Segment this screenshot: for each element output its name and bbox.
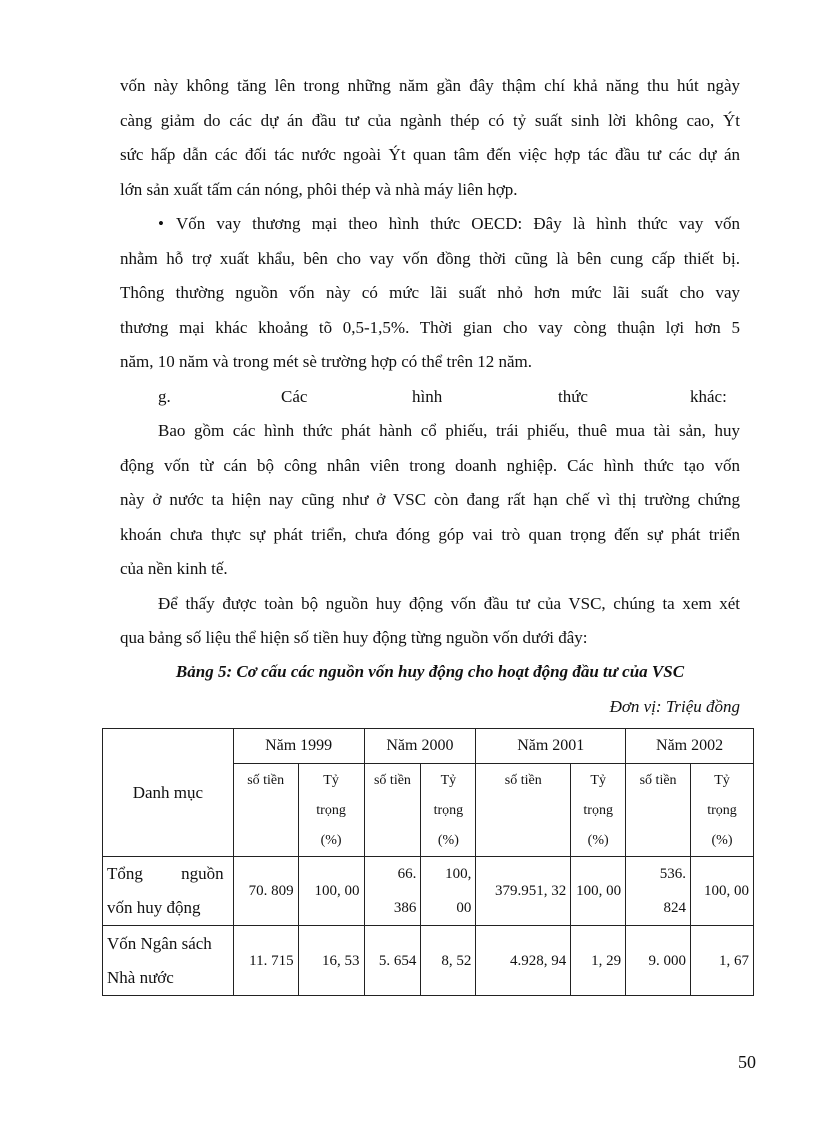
percent-subheader [691,764,754,857]
amount-subheader [233,764,298,857]
amount-cell: 5. 654 [364,926,421,996]
paragraph-line: Để thấy được toàn bộ nguồn huy động vốn đầu tư của VSC, chúng ta xem xét [158,594,740,613]
section-word: khác: [690,387,727,406]
amount-subheader [476,764,571,857]
percent-cell: 1, 67 [691,926,754,996]
amount-cell: 9. 000 [626,926,691,996]
paragraph-line: vốn này không tăng lên trong những năm gần đây thậm chí khả năng thu hút ngày [120,76,740,95]
amount-part: 536. [659,866,687,882]
pct-word: Tỷ [323,773,339,788]
amount-cell: 379.951, 32 [476,857,571,926]
paragraph-line: càng giảm do các dự án đầu tư của ngành thép có tỷ suất sinh lời không cao, Ýt [120,111,740,130]
section-word: hình [412,387,443,406]
pct-word: (%) [320,833,342,848]
row-label-line: vốn huy động [107,898,201,917]
row-label [103,926,234,996]
percent-cell: 100, 00 [571,857,626,926]
table-row [103,926,754,996]
amount-cell: 11. 715 [233,926,298,996]
row-label-line: Vốn Ngân sách [107,933,212,953]
amount-cell: 4.928, 94 [476,926,571,996]
paragraph-line: Thông thường nguồn vốn này có mức lãi suất nhỏ hơn mức lãi suất cho vay [120,283,740,302]
section-word: Các [281,387,308,406]
category-header: Danh mục [103,729,234,857]
row-label-line: Nhà nước [107,967,174,987]
paragraph-line: Bao gồm các hình thức phát hành cổ phiếu, trái phiếu, thuê mua tài sản, huy [158,421,740,440]
percent-subheader [571,764,626,857]
paragraph-line: năm, 10 năm và trong mét sè trường hợp có thể trên 12 năm. [120,352,532,371]
percent-cell: 1, 29 [571,926,626,996]
pct-word: Tỷ [714,773,730,788]
pct-word: (%) [587,833,609,848]
year-header: Năm 2002 [626,729,754,764]
table-row [103,857,754,926]
amount-subheader-text: số tiền [504,773,542,788]
pct-word: trọng [433,803,464,818]
section-label: g. [158,387,171,406]
amount-part: 824 [663,900,687,916]
paragraph-line: Vốn vay thương mại theo hình thức OECD: Đây là hình thức vay vốn [176,214,740,233]
percent-part: 00 [456,900,472,916]
data-table [102,728,754,996]
paragraph-line: khoán chưa thực sự phát triển, chưa đóng góp vai trò quan trọng đến sự phát triển [120,525,740,544]
percent-part: 100, [445,866,472,882]
row-label [103,857,234,926]
pct-word: (%) [437,833,459,848]
page-number: 50 [738,1052,756,1072]
paragraph-line: của nền kinh tế. [120,559,228,578]
amount-subheader-text: số tiền [247,773,285,788]
paragraph-line: qua bảng số liệu thể hiện số tiền huy động từng nguồn vốn dưới đây: [120,628,588,647]
pct-word: Tỷ [590,773,606,788]
pct-word: (%) [711,833,733,848]
table-caption: Bảng 5: Cơ cấu các nguồn vốn huy động cho hoạt động đầu tư của VSC [175,662,685,681]
year-header: Năm 1999 [233,729,364,764]
amount-subheader-text: số tiền [373,773,411,788]
paragraph-line: lớn sản xuất tấm cán nóng, phôi thép và nhà máy liên hợp. [120,180,518,199]
percent-cell [421,857,476,926]
amount-subheader [364,764,421,857]
paragraph-line: thương mại khác khoảng tõ 0,5-1,5%. Thời gian cho vay còng thuận lợi hơn 5 [120,318,740,337]
pct-word: trọng [707,803,737,818]
pct-word: trọng [583,803,613,818]
amount-part: 66. [397,866,417,882]
amount-cell [364,857,421,926]
paragraph-line: động vốn từ cán bộ công nhân viên trong doanh nghiệp. Các hình thức tạo vốn [120,456,740,475]
row-label-line: Tổng nguồn [107,864,224,883]
amount-subheader [626,764,691,857]
bullet-icon: • [158,214,164,233]
amount-cell [626,857,691,926]
pct-word: trọng [316,803,346,818]
pct-word: Tỷ [440,773,457,788]
section-word: thức [558,387,588,406]
year-header: Năm 2001 [476,729,626,764]
percent-subheader [298,764,364,857]
year-header: Năm 2000 [364,729,476,764]
amount-part: 386 [393,900,417,916]
table-unit: Đơn vị: Triệu đồng [609,697,740,716]
percent-cell: 100, 00 [298,857,364,926]
percent-cell: 16, 53 [298,926,364,996]
amount-cell: 70. 809 [233,857,298,926]
paragraph-line: sức hấp dẫn các đối tác nước ngoài Ýt quan tâm đến việc hợp tác đầu tư các dự án [120,145,740,164]
percent-cell: 100, 00 [691,857,754,926]
paragraph-line: này ở nước ta hiện nay cũng như ở VSC còn đang rất hạn chế vì thị trường chứng [120,490,740,509]
percent-subheader [421,764,476,857]
paragraph-line: nhằm hỗ trợ xuất khẩu, bên cho vay vốn đồng thời cũng là bên cung cấp thiết bị. [120,249,740,268]
amount-subheader-text: số tiền [639,773,677,788]
percent-cell: 8, 52 [421,926,476,996]
